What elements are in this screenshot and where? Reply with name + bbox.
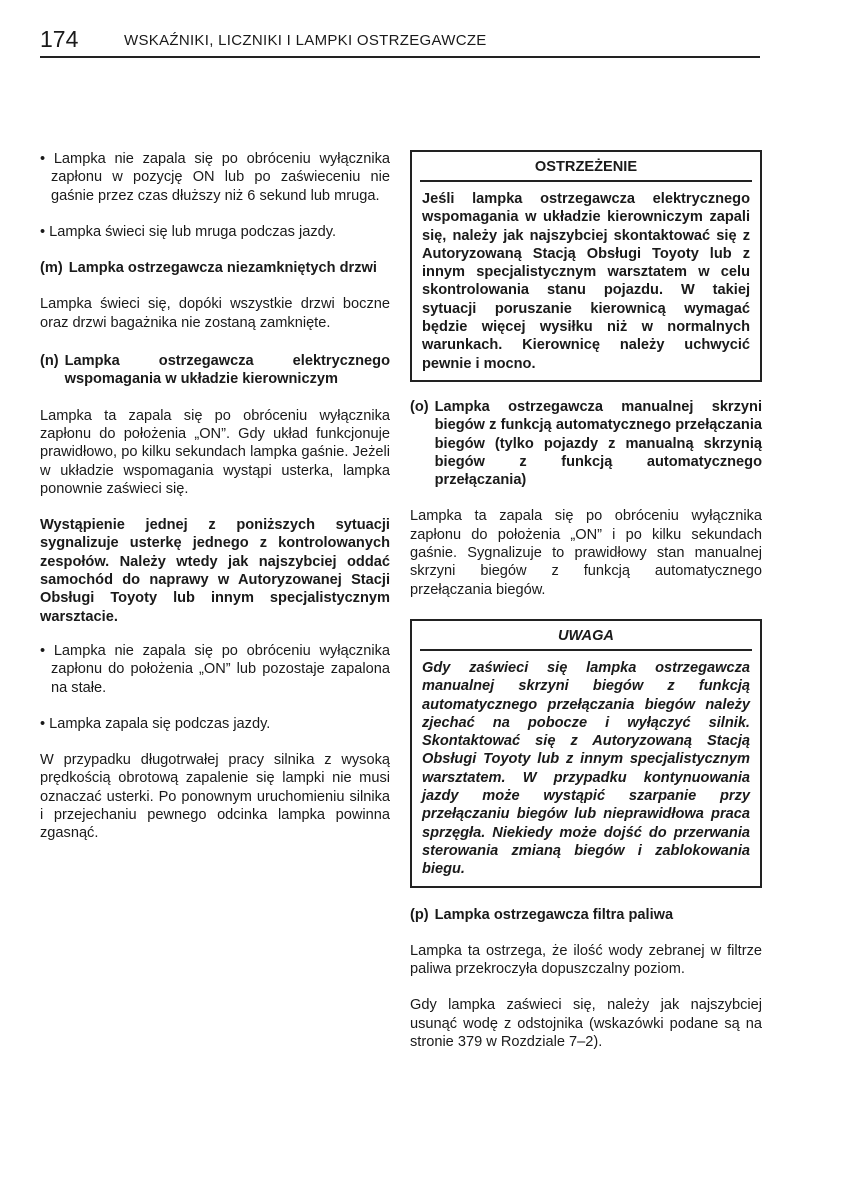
section-text: Lampka świeci się, dopóki wszystkie drzwi boczne oraz drzwi bagażnika nie zostaną zamknięte. xyxy=(40,296,390,331)
section-heading-p xyxy=(410,906,762,924)
warning-box xyxy=(410,150,762,382)
section-heading-o xyxy=(410,398,762,489)
warning-title: OSTRZEŻENIE xyxy=(420,152,752,182)
section-bold-text: Wystąpienie jednej z poniższych sytuacji sygnalizuje usterkę jednego z kontrolowanych zespołów. Należy wtedy jak najszybciej oddać samochód do naprawy w Autoryzowanej Stacji Obsługi Toyoty lub innym specjalistycznym warsztacie. xyxy=(40,517,390,625)
page-number: 174 xyxy=(40,26,79,52)
section-heading-n xyxy=(40,352,390,389)
chapter-title: WSKAŹNIKI, LICZNIKI I LAMPKI OSTRZEGAWCZE xyxy=(124,32,487,49)
caution-title: UWAGA xyxy=(420,621,752,651)
section-title: Lampka ostrzegawcza elektrycznego wspomagania w układzie kierowniczym xyxy=(64,353,390,388)
section-label: (m) xyxy=(40,260,63,277)
caution-box xyxy=(410,619,762,888)
page-header xyxy=(40,26,760,58)
right-column xyxy=(410,150,762,1051)
closing-paragraph: W przypadku długotrwałej pracy silnika z wysoką prędkością obrotową zapalenie się lampki nie musi oznaczać usterki. Po ponownym uruchomieniu silnika i przejechaniu pewnego odcinka lampka powinna zgasnąć. xyxy=(40,752,390,842)
bullet-item: • Lampka zapala się podczas jazdy. xyxy=(40,715,271,732)
section-label: (n) xyxy=(40,353,59,370)
section-label: (p) xyxy=(410,906,429,923)
section-text: Gdy lampka zaświeci się, należy jak najszybciej usunąć wodę z odstojnika (wskazówki podane są na stronie 379 w Rozdziale 7–2). xyxy=(410,997,762,1050)
warning-text: Jeśli lampka ostrzegawcza elektrycznego wspomagania w układzie kierowniczym zapali się, należy jak najszybciej skontaktować się z Autoryzowaną Stacją Obsługi Toyoty lub z innym specjalistycznym warsztatem w celu skontrolowania stanu pojazdu. W takiej sytuacji poruszanie kierownicą wymagać będzie więcej wysiłku niż w normalnych warunkach. Kierownicę należy uchwycić pewnie i mocno. xyxy=(422,191,750,372)
left-column xyxy=(40,150,390,843)
section-text: Lampka ta ostrzega, że ilość wody zebranej w filtrze paliwa przekroczyła dopuszczalny poziom. xyxy=(410,942,762,978)
section-text: Lampka ta zapala się po obróceniu wyłącznika zapłonu do położenia „ON” i po kilku sekundach gaśnie. Sygnalizuje to prawidłowy stan manualnej skrzyni biegów z funkcją automatycznego przełączania biegów. xyxy=(410,508,762,598)
bullet-item: • Lampka świeci się lub mruga podczas jazdy. xyxy=(40,223,337,240)
section-label: (o) xyxy=(410,398,429,415)
section-title: Lampka ostrzegawcza niezamkniętych drzwi xyxy=(68,260,377,277)
section-heading-m xyxy=(40,259,390,277)
caution-text: Gdy zaświeci się lampka ostrzegawcza manualnej skrzyni biegów z funkcją automatycznego przełączania biegów należy zjechać na pobocze i wyłączyć silnik. Skontaktować się z Autoryzowaną Stacją Obsługi Toyoty lub z innym specjalistycznym warsztatem. W przypadku kontynuowania jazdy może wystąpić szarpanie przy przełączaniu biegów lub nieprawidłowa praca sprzęgła. Niekiedy może dojść do przerwania sterowania zmianą biegów i zablokowania biegu. xyxy=(422,659,750,878)
bullet-item: • Lampka nie zapala się po obróceniu wyłącznika zapłonu do położenia „ON” lub pozostaje zapalona na stałe. xyxy=(40,642,390,696)
section-title: Lampka ostrzegawcza filtra paliwa xyxy=(434,906,674,923)
bullet-item: • Lampka nie zapala się po obróceniu wyłącznika zapłonu w pozycję ON lub po zaświeceniu nie gaśnie przez czas dłuższy niż 6 sekund lub mruga. xyxy=(40,151,390,204)
section-title: Lampka ostrzegawcza manualnej skrzyni biegów z funkcją automatycznego przełączania biegów (tylko pojazdy z manualną skrzynią biegów z funkcją automatycznego przełączania) xyxy=(434,398,762,489)
section-text: Lampka ta zapala się po obróceniu wyłącznika zapłonu do położenia „ON”. Gdy układ funkcjonuje prawidłowo, po kilku sekundach lampka gaśnie. Jeżeli w układzie wspomagania wystąpi usterka, lampka ponownie zaświeci się. xyxy=(40,407,390,497)
